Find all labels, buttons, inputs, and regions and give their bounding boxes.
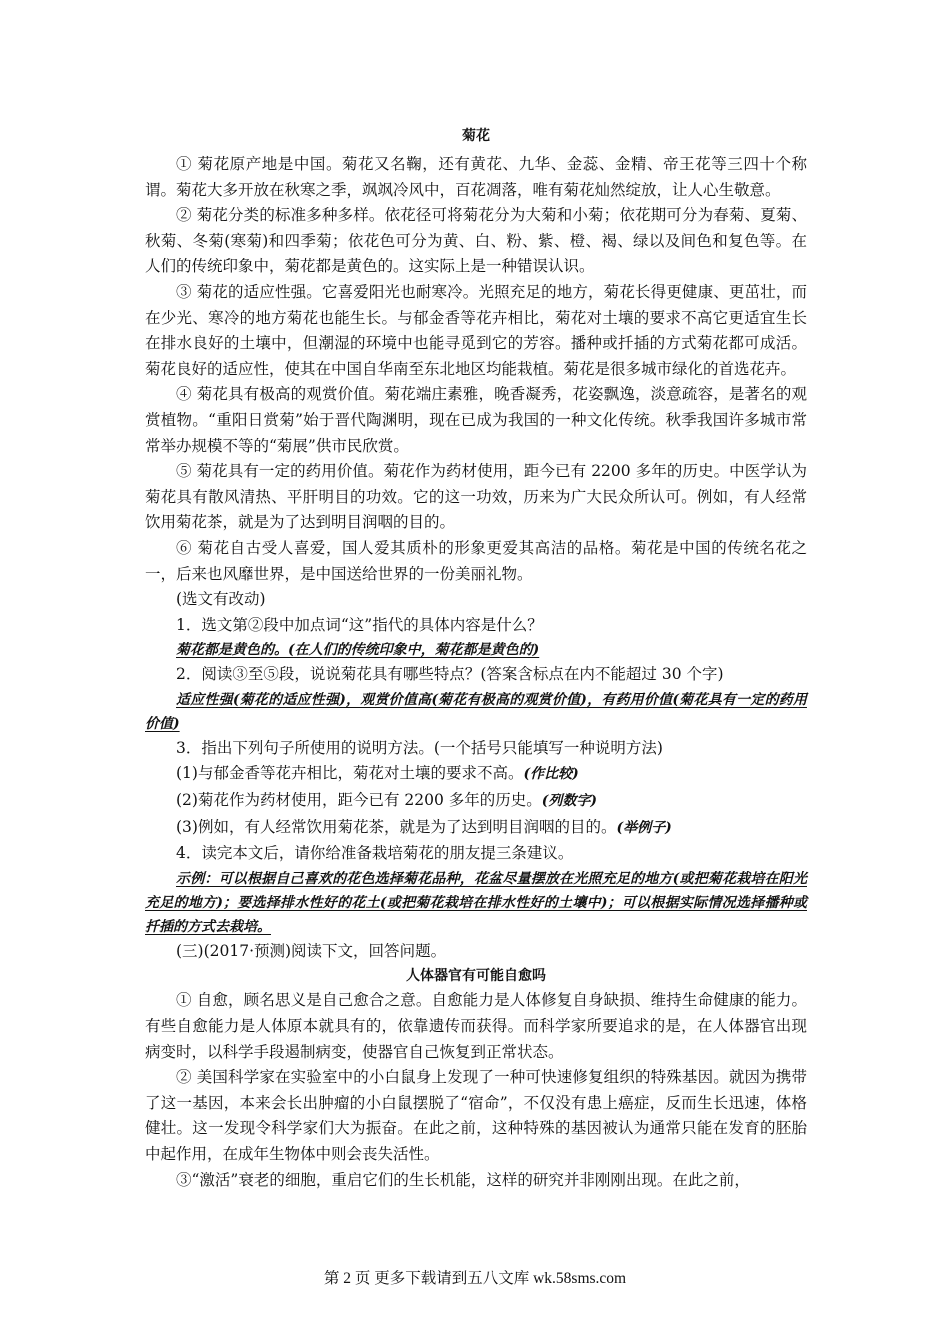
document-page xyxy=(145,126,807,1193)
question-1: 1．选文第②段中加点词“这”指代的具体内容是什么？ xyxy=(176,615,543,634)
section-title: 人体器官有可能自愈吗 xyxy=(406,968,546,985)
item-3-text: (3)例如，有人经常饮用菊花茶，就是为了达到明目润咽的目的。 xyxy=(176,817,617,836)
question-3-item-2 xyxy=(145,788,807,815)
answer-2 xyxy=(145,688,807,736)
answer-4-text: 示例：可以根据自己喜欢的花色选择菊花品种，花盆尽量摆放在光照充足的地方(或把菊花栽培在阳光充足的地方)；要选择排水性好的花土(或把菊花栽培在排水性好的土壤中)；可以根据实际情况选择播种或扦插的方式去栽培。 xyxy=(145,870,807,935)
paragraph-2: ② 菊花分类的标准多种多样。依花径可将菊花分为大菊和小菊；依花期可分为春菊、夏菊、秋菊、冬菊(寒菊)和四季菊；依花色可分为黄、白、粉、紫、橙、褐、绿以及间色和复色等。在人们的传统印象中，菊花都是黄色的。这实际上是一种错误认识。 xyxy=(145,206,807,276)
section-intro: (三)(2017·预测)阅读下文，回答问题。 xyxy=(176,941,447,960)
paragraph-1: ① 菊花原产地是中国。菊花又名鞠，还有黄花、九华、金蕊、金精、帝王花等三四十个称谓。菊花大多开放在秋寒之季，飒飒冷风中，百花凋落，唯有菊花灿然绽放，让人心生敬意。 xyxy=(145,155,807,199)
section-paragraph-1: ① 自愈，顾名思义是自己愈合之意。自愈能力是人体修复自身缺损、维持生命健康的能力。有些自愈能力是人体原本就具有的，依靠遗传而获得。而科学家所要追求的是，在人体器官出现病变时，以科学手段遏制病变，使器官自己恢复到正常状态。 xyxy=(145,991,807,1061)
section-paragraph-2: ② 美国科学家在实验室中的小白鼠身上发现了一种可快速修复组织的特殊基因。就因为携带了这一基因，本来会长出肿瘤的小白鼠摆脱了“宿命”，不仅没有患上癌症，反而生长迅速，体格健壮。这一发现令科学家们大为振奋。在此之前，这种特殊的基因被认为通常只能在发育的胚胎中起作用，在成年生物体中则会丧失活性。 xyxy=(145,1068,807,1163)
answer-1-text: 菊花都是黄色的。(在人们的传统印象中，菊花都是黄色的) xyxy=(176,642,540,659)
item-1-text: (1)与郁金香等花卉相比，菊花对土壤的要求不高。 xyxy=(176,764,524,783)
paragraph-5: ⑤ 菊花具有一定的药用价值。菊花作为药材使用，距今已有 2200 多年的历史。中医学认为菊花具有散风清热、平肝明目的功效。它的这一功效，历来为广大民众所认可。例如，有人经常饮用菊花茶，就是为了达到明目润咽的目的。 xyxy=(145,462,807,532)
question-3-item-1 xyxy=(145,761,807,788)
answer-1 xyxy=(145,638,807,662)
paragraph-6: ⑥ 菊花自古受人喜爱，国人爱其质朴的形象更爱其高洁的品格。菊花是中国的传统名花之一，后来也风靡世界，是中国送给世界的一份美丽礼物。 xyxy=(145,538,807,583)
page-footer: 第 2 页 更多下载请到五八文库 wk.58sms.com xyxy=(323,1270,627,1287)
question-4: 4．读完本文后，请你给准备栽培菊花的朋友提三条建议。 xyxy=(176,844,574,863)
item-3-answer: (举例子) xyxy=(616,819,672,836)
article-title: 菊花 xyxy=(462,128,490,144)
section-paragraph-3: ③“激活”衰老的细胞，重启它们的生长机能，这样的研究并非刚刚出现。在此之前， xyxy=(176,1170,750,1189)
item-2-text: (2)菊花作为药材使用，距今已有 2200 多年的历史。 xyxy=(176,791,542,810)
answer-4 xyxy=(145,867,807,939)
paragraph-4: ④ 菊花具有极高的观赏价值。菊花端庄素雅，晚香凝秀，花姿飘逸，淡意疏容，是著名的观赏植物。“重阳日赏菊”始于晋代陶渊明，现在已成为我国的一种文化传统。秋季我国许多城市常常举办规模不等的“菊展”供市民欣赏。 xyxy=(145,385,807,455)
question-3-item-3 xyxy=(145,815,807,842)
item-2-answer: (列数字) xyxy=(541,793,598,810)
item-1-answer: (作比较) xyxy=(523,766,579,783)
answer-2-text: 适应性强(菊花的适应性强)，观赏价值高(菊花有极高的观赏价值)，有药用价值(菊花具有一定的药用价值) xyxy=(145,691,807,732)
source-note: (选文有改动) xyxy=(176,590,266,609)
question-3: 3．指出下列句子所使用的说明方法。(一个括号只能填写一种说明方法) xyxy=(176,738,663,757)
question-2: 2．阅读③至⑤段，说说菊花具有哪些特点？(答案含标点在内不能超过 30 个字) xyxy=(176,665,724,684)
paragraph-3: ③ 菊花的适应性强。它喜爱阳光也耐寒冷。光照充足的地方，菊花长得更健康、更茁壮，而在少光、寒冷的地方菊花也能生长。与郁金香等花卉相比，菊花对土壤的要求不高它更适宜生长在排水良好的土壤中，但潮湿的环境中也能寻觅到它的芳容。播种或扦插的方式菊花都可成活。菊花良好的适应性，使其在中国自华南至东北地区均能栽植。菊花是很多城市绿化的首选花卉。 xyxy=(145,282,807,378)
